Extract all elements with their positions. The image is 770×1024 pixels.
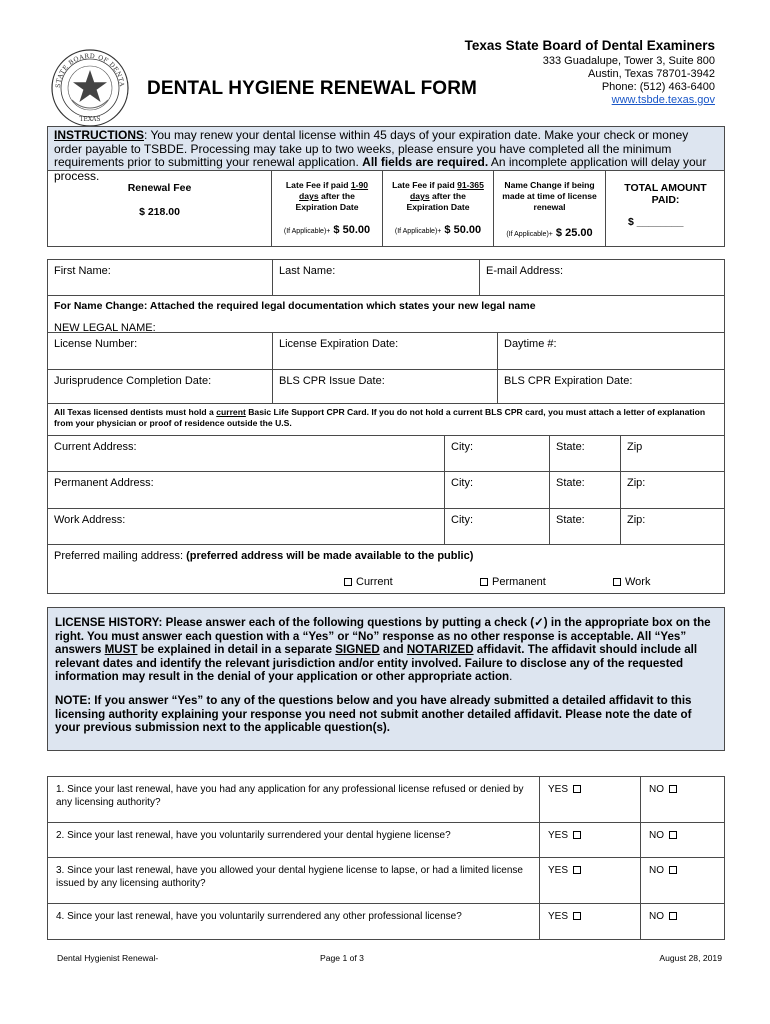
bls-requirement-note: All Texas licensed dentists must hold a current Basic Life Support CPR Card. If you do not hold a current BLS CPR card, you must attach a letter of explanation from your physician or proof of residence outside the U.S.	[47, 403, 725, 436]
name-change-note: For Name Change: Attached the required legal documentation which states your new legal name	[54, 300, 536, 312]
instructions-required: All fields are required.	[362, 155, 489, 170]
question-2: 2. Since your last renewal, have you voluntarily surrendered your dental hygiene license?	[47, 822, 540, 858]
late-fee-1-label: Late Fee if paid 1-90 days after the Expiration Date	[285, 180, 369, 212]
fee-col-late-2	[383, 171, 494, 247]
question-1-no[interactable]: NO	[640, 776, 725, 823]
question-3-no[interactable]: NO	[640, 857, 725, 904]
permanent-state-label: State:	[556, 477, 585, 489]
permanent-address-field[interactable]	[47, 471, 445, 509]
license-history-box	[47, 607, 725, 751]
current-zip-field[interactable]	[620, 435, 725, 472]
total-amount-field[interactable]: $ ________	[628, 216, 684, 228]
question-3-yes-checkbox[interactable]	[573, 866, 581, 874]
license-history-note: NOTE: If you answer “Yes” to any of the questions below and you have already submitted a detailed affidavit to this licensing authority explaining your response you need not submit another detailed affidavit. Please note the date of your previous submission next to the applicable question(s).	[55, 693, 692, 735]
question-4-no[interactable]: NO	[640, 903, 725, 940]
work-address-field[interactable]	[47, 508, 445, 545]
license-number-label: License Number:	[54, 338, 138, 350]
new-legal-name-label: NEW LEGAL NAME:	[54, 322, 156, 334]
work-city-label: City:	[451, 514, 473, 526]
renewal-fee-amount: $ 218.00	[139, 206, 180, 218]
question-3-yes[interactable]: YES	[539, 857, 641, 904]
name-change-fee-amount: (If Applicable)+ $ 25.00	[506, 227, 593, 239]
current-city-label: City:	[451, 441, 473, 453]
work-state-label: State:	[556, 514, 585, 526]
fee-col-name-change	[494, 171, 606, 247]
footer-form-name: Dental Hygienist Renewal-	[57, 953, 159, 963]
footer-date: August 28, 2019	[659, 953, 722, 963]
bls-issue-date-field[interactable]	[272, 369, 498, 404]
email-field[interactable]	[479, 259, 725, 296]
org-name: Texas State Board of Dental Examiners	[464, 38, 715, 53]
first-name-label: First Name:	[54, 265, 111, 277]
permanent-city-field[interactable]	[444, 471, 550, 509]
work-city-field[interactable]	[444, 508, 550, 545]
bls-expiration-date-field[interactable]	[497, 369, 725, 404]
address-line-2: Austin, Texas 78701-3942	[588, 68, 715, 80]
current-state-field[interactable]	[549, 435, 621, 472]
question-4-no-checkbox[interactable]	[669, 912, 677, 920]
question-2-no[interactable]: NO	[640, 822, 725, 858]
bls-expiration-label: BLS CPR Expiration Date:	[504, 375, 633, 387]
question-4: 4. Since your last renewal, have you voluntarily surrendered any other professional license?	[47, 903, 540, 940]
current-city-field[interactable]	[444, 435, 550, 472]
work-zip-label: Zip:	[627, 514, 646, 526]
daytime-phone-field[interactable]	[497, 332, 725, 370]
email-label: E-mail Address:	[486, 265, 564, 277]
work-checkbox[interactable]	[613, 578, 621, 586]
preferred-mailing-row	[47, 544, 725, 594]
first-name-field[interactable]	[47, 259, 273, 296]
permanent-address-label: Permanent Address:	[54, 477, 154, 489]
late-fee-1-amount: (If Applicable)+ $ 50.00	[283, 224, 371, 236]
mailing-option-current[interactable]: Current	[344, 576, 393, 588]
last-name-label: Last Name:	[279, 265, 336, 277]
preferred-mailing-label: Preferred mailing address: (preferred address will be made available to the public)	[54, 550, 474, 562]
instructions-box	[47, 126, 725, 183]
question-2-no-checkbox[interactable]	[669, 831, 677, 839]
license-number-field[interactable]	[47, 332, 273, 370]
instructions-text: : You may renew your dental license within 45 days of your expiration date. Make your check or money order payable to TSBDE. Processing may take up to two weeks, please ensure you have completed all the minimum requirements prior to submitting your renewal application.	[54, 128, 689, 170]
license-expiration-field[interactable]	[272, 332, 498, 370]
permanent-state-field[interactable]	[549, 471, 621, 509]
svg-text:STATE BOARD OF DENTAL EXAMINER: STATE BOARD OF DENTA	[54, 52, 126, 89]
question-2-yes[interactable]: YES	[539, 822, 641, 858]
permanent-zip-field[interactable]	[620, 471, 725, 509]
fee-col-renewal	[48, 171, 272, 247]
last-name-field[interactable]	[272, 259, 480, 296]
fee-col-total	[606, 171, 725, 247]
instructions-text-end: An incomplete application will delay your process.	[54, 155, 707, 183]
mailing-option-permanent[interactable]: Permanent	[480, 576, 546, 588]
question-4-yes-checkbox[interactable]	[573, 912, 581, 920]
current-zip-label: Zip	[627, 441, 643, 453]
question-3-no-checkbox[interactable]	[669, 866, 677, 874]
jurisprudence-date-field[interactable]	[47, 369, 273, 404]
current-address-label: Current Address:	[54, 441, 137, 453]
website-link[interactable]: www.tsbde.texas.gov	[611, 94, 715, 106]
license-expiration-label: License Expiration Date:	[279, 338, 399, 350]
permanent-city-label: City:	[451, 477, 473, 489]
work-zip-field[interactable]	[620, 508, 725, 545]
late-fee-2-amount: (If Applicable)+ $ 50.00	[394, 224, 482, 236]
form-title: DENTAL HYGIENE RENEWAL FORM	[147, 78, 477, 99]
permanent-checkbox[interactable]	[480, 578, 488, 586]
question-1-yes[interactable]: YES	[539, 776, 641, 823]
phone-number: Phone: (512) 463-6400	[601, 81, 715, 93]
bls-issue-label: BLS CPR Issue Date:	[279, 375, 385, 387]
daytime-label: Daytime #:	[504, 338, 557, 350]
footer-page-number: Page 1 of 3	[320, 953, 364, 963]
name-change-fee-label: Name Change if being made at time of license renewal	[502, 180, 597, 212]
state-board-seal	[50, 48, 130, 128]
jurisprudence-label: Jurisprudence Completion Date:	[54, 375, 212, 387]
name-change-row[interactable]	[47, 295, 725, 333]
current-address-field[interactable]	[47, 435, 445, 472]
fee-col-late-1	[272, 171, 383, 247]
fee-table	[47, 171, 725, 247]
mailing-option-work[interactable]: Work	[613, 576, 650, 588]
address-line-1: 333 Guadalupe, Tower 3, Suite 800	[542, 55, 715, 67]
work-address-label: Work Address:	[54, 514, 126, 526]
renewal-fee-label: Renewal Fee	[127, 182, 192, 194]
question-1-no-checkbox[interactable]	[669, 785, 677, 793]
current-state-label: State:	[556, 441, 585, 453]
question-2-yes-checkbox[interactable]	[573, 831, 581, 839]
late-fee-2-label: Late Fee if paid 91-365 days after the Expiration Date	[392, 180, 484, 212]
question-3: 3. Since your last renewal, have you allowed your dental hygiene license to lapse, or had a limited license issued by any licensing authority?	[47, 857, 540, 904]
permanent-zip-label: Zip:	[627, 477, 646, 489]
question-1: 1. Since your last renewal, have you had any application for any professional license refused or denied by any licensing authority?	[47, 776, 540, 823]
license-history-instructions: LICENSE HISTORY: Please answer each of the following questions by putting a check (✓) in the appropriate box on the right. You must answer each question with a “Yes” or “No” response as no other response is acceptable. All “Yes” answers MUST be explained in detail in a separate SIGNED and NOTARIZED affidavit. The affidavit should include all relevant dates and identify the relevant jurisdiction and/or entity involved. Failure to disclose any of the requested information may result in the denial of your application or other appropriate action.	[55, 616, 711, 684]
current-checkbox[interactable]	[344, 578, 352, 586]
work-state-field[interactable]	[549, 508, 621, 545]
question-4-yes[interactable]: YES	[539, 903, 641, 940]
svg-text:TEXAS: TEXAS	[79, 116, 101, 123]
instructions-label: INSTRUCTIONS	[54, 128, 144, 142]
total-amount-label: TOTAL AMOUNT PAID:	[624, 182, 707, 206]
question-1-yes-checkbox[interactable]	[573, 785, 581, 793]
